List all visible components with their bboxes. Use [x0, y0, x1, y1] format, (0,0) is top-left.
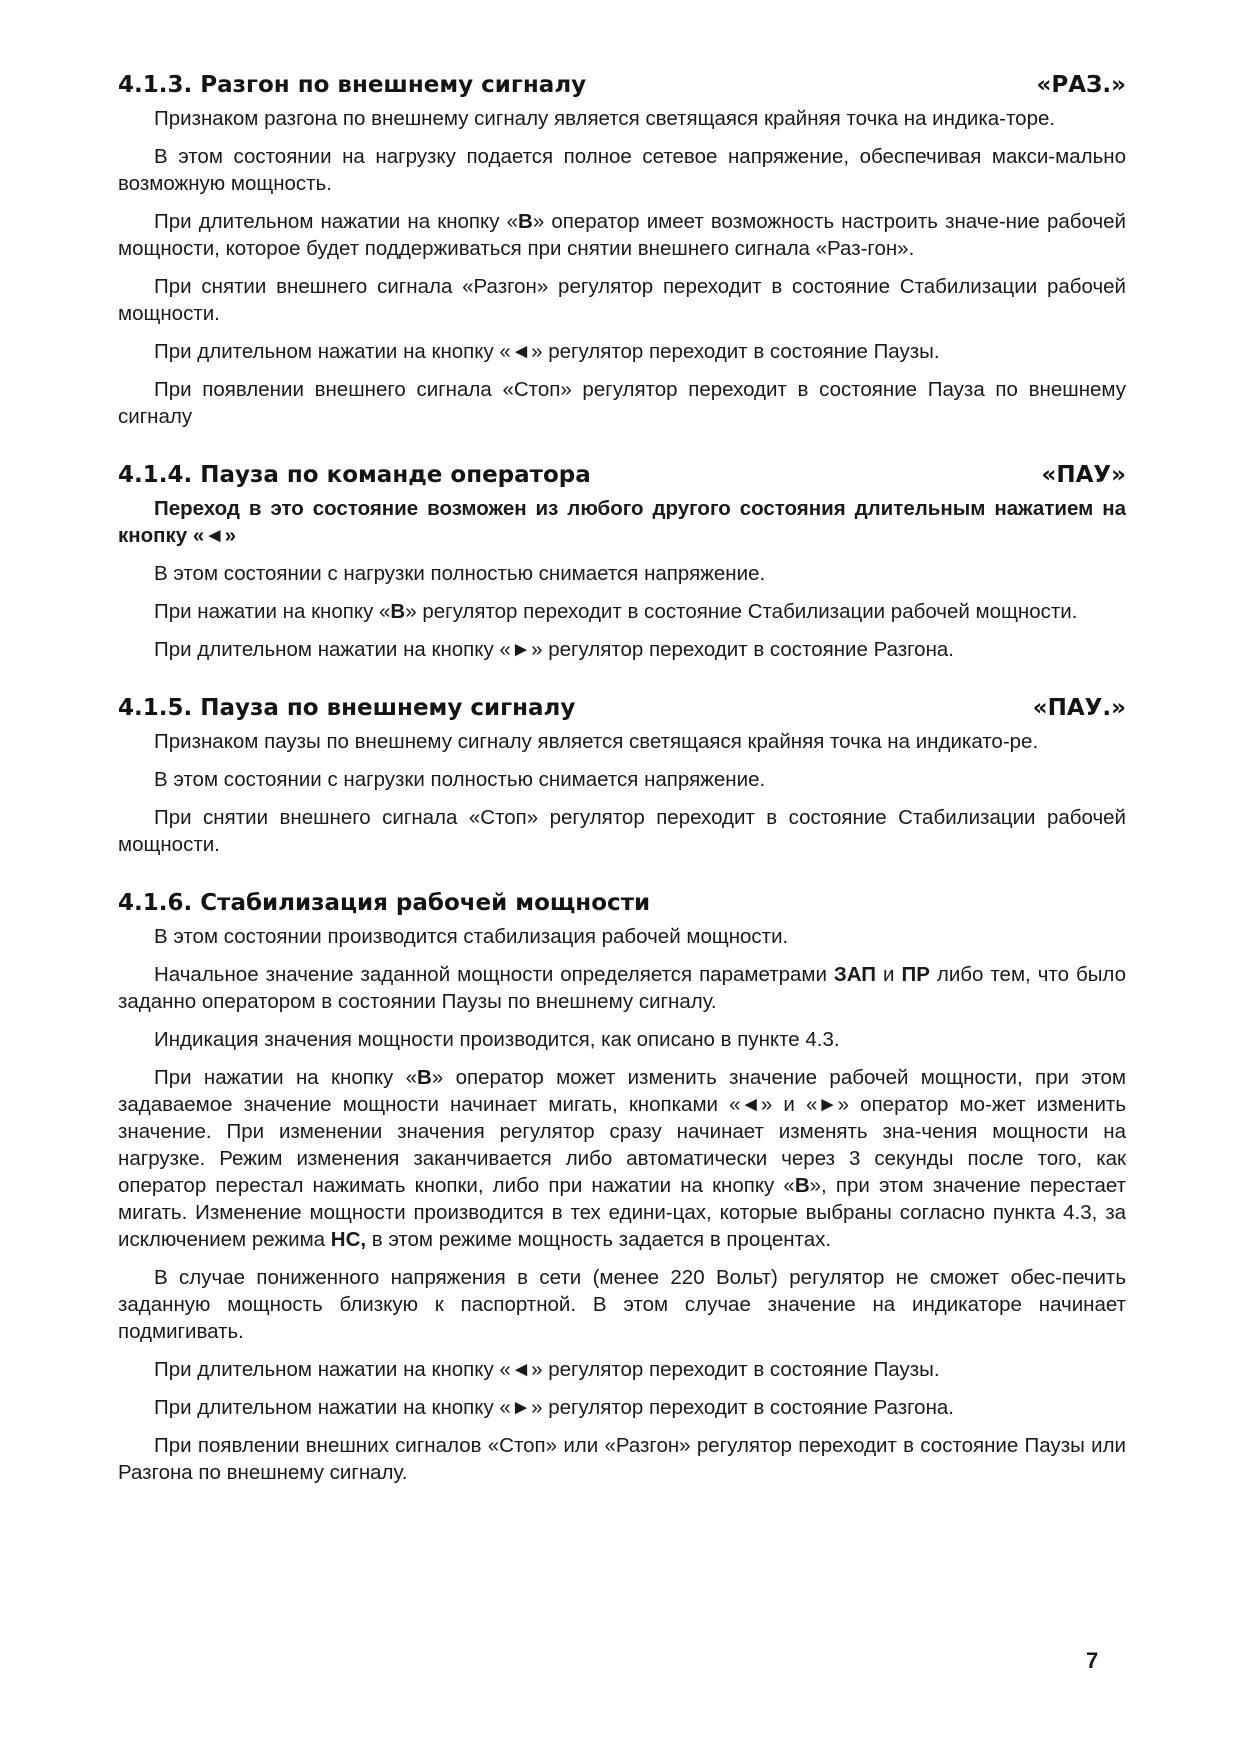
paragraph: При снятии внешнего сигнала «Разгон» регулятор переходит в состояние Стабилизации рабочей мощности.: [118, 275, 1126, 325]
paragraph: Признаком паузы по внешнему сигналу является светящаяся крайняя точка на индикато-ре.: [154, 730, 1039, 753]
section-title: 4.1.4. Пауза по команде оператора: [118, 462, 591, 488]
bold-term: ПР: [901, 963, 930, 986]
section: [118, 70, 1126, 430]
state-code: «ПАУ.»: [1032, 695, 1126, 721]
section-heading: [118, 460, 1126, 490]
paragraph: При длительном нажатии на кнопку «◄» регулятор переходит в состояние Паузы.: [154, 340, 940, 363]
paragraph: Признаком разгона по внешнему сигналу является светящаяся крайняя точка на индика-тоpe.: [154, 107, 1056, 130]
paragraph: Начальное значение заданной мощности определяется параметрами ЗАП и ПР либо тем, что было заданно оператором в состоянии Паузы по внешнему сигналу.: [118, 963, 1127, 1013]
section-heading: [118, 70, 1126, 100]
section: [118, 460, 1126, 663]
section-title: 4.1.5. Пауза по внешнему сигналу: [118, 695, 576, 721]
section-heading: [118, 888, 1126, 918]
paragraph: При снятии внешнего сигнала «Стоп» регулятор переходит в состояние Стабилизации рабочей мощности.: [118, 806, 1126, 856]
paragraph: При длительном нажатии на кнопку «В» оператор имеет возможность настроить значе-ние рабочей мощности, которое будет поддерживаться при снятии внешнего сигнала «Раз-гон».: [118, 210, 1126, 260]
document-page: [118, 70, 1126, 1497]
state-code: «РАЗ.»: [1036, 72, 1126, 98]
bold-term: В: [794, 1174, 810, 1197]
state-code: «ПАУ»: [1041, 462, 1126, 488]
section-heading: [118, 693, 1126, 723]
section: [118, 693, 1126, 858]
lead-paragraph: Переход в это состояние возможен из любого другого состояния длительным нажатием на кнопку «◄»: [118, 497, 1126, 547]
page-number: 7: [1086, 1648, 1099, 1673]
bold-term: В: [518, 210, 533, 233]
bold-term: ЗАП: [833, 963, 877, 986]
paragraph: В случае пониженного напряжения в сети (менее 220 Вольт) регулятор не сможет обес-печить заданную мощность близкую к паспортной. В этом случае значение на индикаторе начинает подмигивать.: [118, 1266, 1126, 1343]
paragraph: В этом состоянии с нагрузки полностью снимается напряжение.: [154, 562, 766, 585]
paragraph: При длительном нажатии на кнопку «◄» регулятор переходит в состояние Паузы.: [154, 1358, 940, 1381]
paragraph: При появлении внешних сигналов «Стоп» или «Разгон» регулятор переходит в состояние Паузы или Разгона по внешнему сигналу.: [118, 1434, 1126, 1484]
paragraph: При появлении внешнего сигнала «Стоп» регулятор переходит в состояние Пауза по внешнему сигналу: [118, 378, 1126, 428]
paragraph: При нажатии на кнопку «В» регулятор переходит в состояние Стабилизации рабочей мощности.: [154, 600, 1078, 623]
paragraph: В этом состоянии на нагрузку подается полное сетевое напряжение, обеспечивая макси-мально возможную мощность.: [118, 145, 1126, 195]
section-title: 4.1.6. Стабилизация рабочей мощности: [118, 890, 651, 916]
paragraph: В этом состоянии производится стабилизация рабочей мощности.: [154, 925, 789, 948]
bold-term: В: [390, 600, 406, 623]
paragraph: При нажатии на кнопку «В» оператор может изменить значение рабочей мощности, при этом задаваемое значение мощности начинает мигать, кнопками «◄» и «►» оператор мо-жет изменить значение. При изменении значения регулятор сразу начинает изменять зна-чения мощности на нагрузке. Режим изменения заканчивается либо автоматически через 3 секунды после того, как оператор перестал нажимать кнопки, либо при нажатии на кнопку «В», при этом значение перестает мигать. Изменение мощности производится в тех едини-цах, которые выбраны согласно пункта 4.3, за исключением режима НС, в этом режиме мощность задается в процентах.: [118, 1066, 1126, 1251]
bold-term: В: [417, 1066, 432, 1089]
section-title: 4.1.3. Разгон по внешнему сигналу: [118, 72, 587, 98]
paragraph: При длительном нажатии на кнопку «►» регулятор переходит в состояние Разгона.: [154, 1396, 954, 1419]
paragraph: В этом состоянии с нагрузки полностью снимается напряжение.: [154, 768, 766, 791]
section: [118, 888, 1126, 1486]
paragraph: Индикация значения мощности производится, как описано в пункте 4.3.: [154, 1028, 840, 1051]
paragraph: При длительном нажатии на кнопку «►» регулятор переходит в состояние Разгона.: [154, 638, 954, 661]
bold-term: НС,: [330, 1228, 367, 1251]
